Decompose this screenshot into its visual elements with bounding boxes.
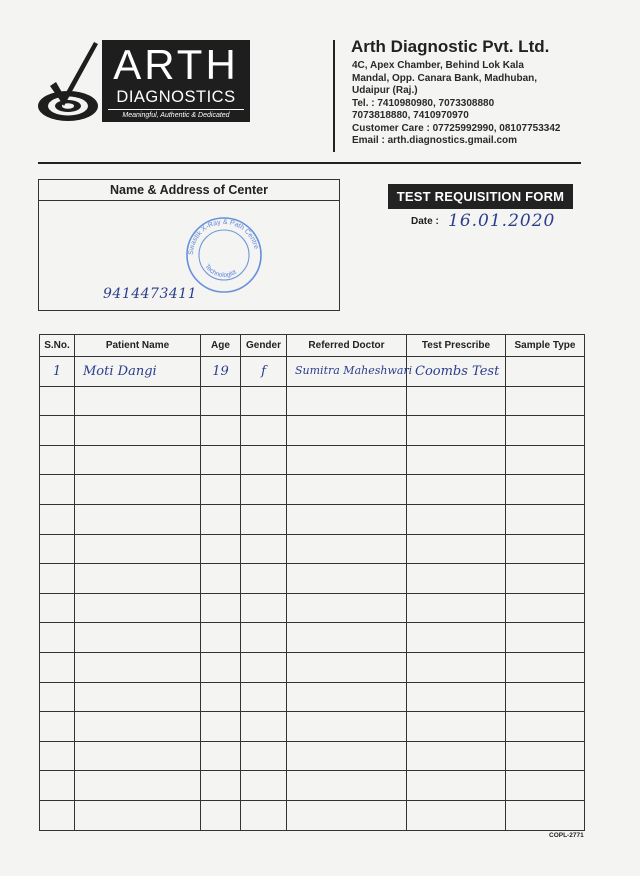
table-row bbox=[40, 593, 585, 623]
email-line: Email : arth.diagnostics.gmail.com bbox=[352, 135, 518, 146]
header-test-prescribe: Test Prescribe bbox=[407, 335, 506, 357]
cell-referred-doctor bbox=[287, 564, 407, 594]
cell-patient-name bbox=[75, 800, 201, 830]
cell-sample-type bbox=[506, 712, 585, 742]
cell-test-prescribe bbox=[407, 386, 506, 416]
cell-sno bbox=[40, 593, 75, 623]
header-divider bbox=[38, 162, 581, 164]
date-value: 16.01.2020 bbox=[448, 211, 556, 231]
stamp-inner-text: Technologist bbox=[203, 263, 238, 279]
cell-test-prescribe bbox=[407, 741, 506, 771]
cell-gender bbox=[241, 475, 287, 505]
cell-sno: 1 bbox=[40, 357, 75, 387]
cell-referred-doctor bbox=[287, 800, 407, 830]
header-referred-doctor: Referred Doctor bbox=[287, 335, 407, 357]
cell-test-prescribe bbox=[407, 534, 506, 564]
cell-sno bbox=[40, 712, 75, 742]
address-line: Mandal, Opp. Canara Bank, Madhuban, bbox=[352, 72, 538, 84]
cell-gender bbox=[241, 652, 287, 682]
telephone-line-2: 7073818880, 7410970970 bbox=[352, 110, 469, 121]
cell-sno bbox=[40, 504, 75, 534]
cell-gender bbox=[241, 504, 287, 534]
center-box-title: Name & Address of Center bbox=[39, 180, 339, 201]
cell-sno bbox=[40, 475, 75, 505]
address-line: Udaipur (Raj.) bbox=[352, 85, 418, 96]
cell-sample-type bbox=[506, 593, 585, 623]
cell-test-prescribe bbox=[407, 682, 506, 712]
cell-gender bbox=[241, 386, 287, 416]
cell-gender bbox=[241, 741, 287, 771]
center-stamp-icon bbox=[183, 214, 265, 296]
svg-text:Technologist bbox=[203, 263, 238, 279]
cell-test-prescribe: Coombs Test bbox=[407, 357, 506, 387]
cell-sample-type bbox=[506, 800, 585, 830]
cell-age bbox=[201, 593, 241, 623]
header-age: Age bbox=[201, 335, 241, 357]
cell-age bbox=[201, 564, 241, 594]
table-body bbox=[40, 357, 585, 831]
cell-referred-doctor bbox=[287, 416, 407, 446]
cell-age bbox=[201, 682, 241, 712]
cell-referred-doctor bbox=[287, 652, 407, 682]
table-row bbox=[40, 800, 585, 830]
header-patient-name: Patient Name bbox=[75, 335, 201, 357]
cell-sno bbox=[40, 445, 75, 475]
cell-gender bbox=[241, 564, 287, 594]
cell-sno bbox=[40, 623, 75, 653]
requisition-table bbox=[39, 334, 585, 831]
table-row bbox=[40, 741, 585, 771]
cell-referred-doctor bbox=[287, 741, 407, 771]
cell-patient-name bbox=[75, 475, 201, 505]
table-row bbox=[40, 771, 585, 801]
table-row bbox=[40, 357, 585, 387]
cell-referred-doctor bbox=[287, 682, 407, 712]
cell-sample-type bbox=[506, 741, 585, 771]
cell-patient-name bbox=[75, 504, 201, 534]
date-label: Date : bbox=[411, 216, 439, 227]
company-name: Arth Diagnostic Pvt. Ltd. bbox=[351, 37, 550, 56]
cell-referred-doctor bbox=[287, 504, 407, 534]
cell-patient-name bbox=[75, 445, 201, 475]
cell-patient-name bbox=[75, 623, 201, 653]
cell-sample-type bbox=[506, 445, 585, 475]
cell-age bbox=[201, 652, 241, 682]
table-row bbox=[40, 712, 585, 742]
stamp-outer-text: Swastik X-Ray & Path Centre bbox=[187, 218, 260, 256]
cell-gender bbox=[241, 416, 287, 446]
cell-sno bbox=[40, 416, 75, 446]
table-row bbox=[40, 416, 585, 446]
cell-age bbox=[201, 741, 241, 771]
cell-age bbox=[201, 712, 241, 742]
cell-patient-name: Moti Dangi bbox=[75, 357, 201, 387]
cell-gender bbox=[241, 593, 287, 623]
cell-gender bbox=[241, 712, 287, 742]
table-row bbox=[40, 504, 585, 534]
logo-wordmark bbox=[102, 40, 250, 122]
cell-age bbox=[201, 416, 241, 446]
cell-sno bbox=[40, 800, 75, 830]
cell-gender bbox=[241, 623, 287, 653]
cell-sample-type bbox=[506, 357, 585, 387]
cell-gender bbox=[241, 534, 287, 564]
cell-patient-name bbox=[75, 534, 201, 564]
cell-patient-name bbox=[75, 386, 201, 416]
cell-age bbox=[201, 623, 241, 653]
logo-tagline: Meaningful, Authentic & Dedicated bbox=[122, 112, 230, 119]
cell-gender: f bbox=[241, 357, 287, 387]
cell-patient-name bbox=[75, 564, 201, 594]
cell-referred-doctor bbox=[287, 386, 407, 416]
cell-referred-doctor bbox=[287, 771, 407, 801]
cell-sample-type bbox=[506, 386, 585, 416]
telephone-line: Tel. : 7410980980, 7073308880 bbox=[352, 97, 495, 109]
logo-sub-text: DIAGNOSTICS bbox=[116, 88, 236, 106]
cell-sample-type bbox=[506, 623, 585, 653]
cell-age bbox=[201, 771, 241, 801]
cell-test-prescribe bbox=[407, 800, 506, 830]
table-row bbox=[40, 475, 585, 505]
cell-sample-type bbox=[506, 416, 585, 446]
center-address-box bbox=[38, 179, 340, 311]
cell-referred-doctor bbox=[287, 475, 407, 505]
cell-referred-doctor bbox=[287, 593, 407, 623]
cell-sample-type bbox=[506, 475, 585, 505]
table-row bbox=[40, 564, 585, 594]
cell-sample-type bbox=[506, 534, 585, 564]
cell-referred-doctor: Sumitra Maheshwari bbox=[287, 357, 407, 387]
cell-sno bbox=[40, 741, 75, 771]
company-contact-block bbox=[352, 60, 622, 148]
cell-age bbox=[201, 534, 241, 564]
cell-gender bbox=[241, 800, 287, 830]
cell-test-prescribe bbox=[407, 771, 506, 801]
cell-age bbox=[201, 504, 241, 534]
header-sample-type: Sample Type bbox=[506, 335, 585, 357]
cell-patient-name bbox=[75, 682, 201, 712]
logo-brand-text: ARTH bbox=[113, 41, 239, 88]
cell-test-prescribe bbox=[407, 504, 506, 534]
header-vertical-divider bbox=[333, 40, 335, 152]
cell-referred-doctor bbox=[287, 534, 407, 564]
form-title: TEST REQUISITION FORM bbox=[388, 184, 573, 209]
cell-test-prescribe bbox=[407, 623, 506, 653]
cell-age: 19 bbox=[201, 357, 241, 387]
cell-gender bbox=[241, 771, 287, 801]
cell-test-prescribe bbox=[407, 475, 506, 505]
cell-patient-name bbox=[75, 712, 201, 742]
cell-test-prescribe bbox=[407, 652, 506, 682]
cell-sno bbox=[40, 771, 75, 801]
table-row bbox=[40, 652, 585, 682]
cell-test-prescribe bbox=[407, 445, 506, 475]
cell-referred-doctor bbox=[287, 712, 407, 742]
table-row bbox=[40, 386, 585, 416]
cell-sample-type bbox=[506, 771, 585, 801]
table-row bbox=[40, 534, 585, 564]
cell-age bbox=[201, 800, 241, 830]
cell-test-prescribe bbox=[407, 416, 506, 446]
form-code: COPL-2771 bbox=[549, 832, 584, 839]
cell-sno bbox=[40, 386, 75, 416]
table-header-row bbox=[40, 335, 585, 357]
cell-gender bbox=[241, 445, 287, 475]
cell-patient-name bbox=[75, 652, 201, 682]
cell-patient-name bbox=[75, 771, 201, 801]
cell-sno bbox=[40, 682, 75, 712]
cell-sno bbox=[40, 652, 75, 682]
cell-age bbox=[201, 445, 241, 475]
address-line: 4C, Apex Chamber, Behind Lok Kala bbox=[352, 60, 524, 71]
header-sno: S.No. bbox=[40, 335, 75, 357]
cell-age bbox=[201, 386, 241, 416]
cell-age bbox=[201, 475, 241, 505]
cell-patient-name bbox=[75, 416, 201, 446]
cell-test-prescribe bbox=[407, 712, 506, 742]
cell-patient-name bbox=[75, 593, 201, 623]
table-row bbox=[40, 445, 585, 475]
cell-test-prescribe bbox=[407, 564, 506, 594]
cell-referred-doctor bbox=[287, 623, 407, 653]
customer-care-line: Customer Care : 07725992990, 08107753342 bbox=[352, 122, 561, 134]
cell-sample-type bbox=[506, 504, 585, 534]
cell-sno bbox=[40, 564, 75, 594]
target-check-logo-icon bbox=[36, 40, 100, 124]
cell-sample-type bbox=[506, 652, 585, 682]
handwritten-center-code: 9414473411 bbox=[103, 286, 198, 302]
table-row bbox=[40, 682, 585, 712]
cell-gender bbox=[241, 682, 287, 712]
cell-patient-name bbox=[75, 741, 201, 771]
cell-sample-type bbox=[506, 564, 585, 594]
cell-sample-type bbox=[506, 682, 585, 712]
cell-sno bbox=[40, 534, 75, 564]
header-gender: Gender bbox=[241, 335, 287, 357]
cell-referred-doctor bbox=[287, 445, 407, 475]
cell-test-prescribe bbox=[407, 593, 506, 623]
table-row bbox=[40, 623, 585, 653]
